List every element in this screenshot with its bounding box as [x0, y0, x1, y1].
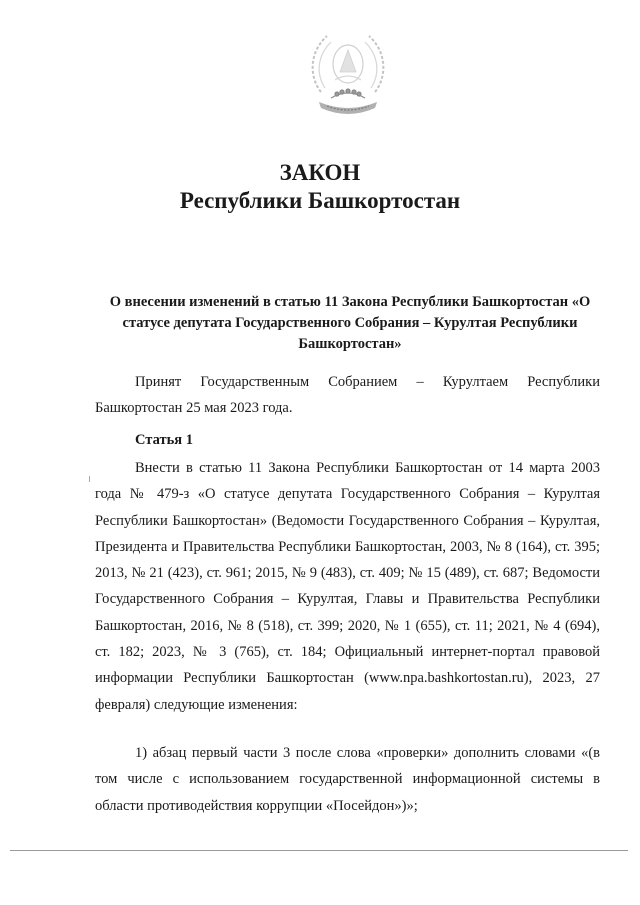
law-title: ЗАКОН: [279, 160, 361, 185]
law-region-title: Республики Башкортостан: [179, 188, 461, 213]
adoption-statement: Принят Государственным Собранием – Курултаем Республики Башкортостан 25 мая 2023 года.: [95, 374, 600, 417]
coat-of-arms-icon: [305, 22, 391, 122]
law-subject-heading: О внесении изменений в статью 11 Закона Республики Башкортостан «О статусе депутата Государственного Собрания – Курултая Республики Башкортостан»: [109, 294, 591, 352]
article-heading: Статья 1: [135, 432, 193, 448]
article-item-1: 1) абзац первый части 3 после слова «проверки» дополнить словами «(в том числе с использованием государственной информационной системы в области противодействия коррупции «Посейдон»)»;: [95, 745, 600, 814]
page-bottom-divider: [10, 850, 628, 851]
article-body-paragraph: Внести в статью 11 Закона Республики Башкортостан от 14 марта 2003 года № 479-з «О статусе депутата Государственного Собрания – Курултая Республики Башкортостан» (Ведомости Государственного Собрания – Курултая, Президента и Правительства Республики Башкортостан, 2003, № 8 (164), ст. 395; 2013, № 21 (423), ст. 961; 2015, № 9 (483), ст. 409; № 15 (489), ст. 687; Ведомости Государственного Собрания – Курултая, Главы и Правительства Республики Башкортостан, 2016, № 8 (518), ст. 399; 2020, № 1 (655), ст. 11; 2021, № 4 (694), ст. 182; 2023, № 3 (765), ст. 184; Официальный интернет-портал правовой информации Республики Башкортостан (www.npa.bashkortostan.ru), 2023, 27 февраля) следующие изменения:: [95, 460, 600, 713]
margin-mark: [89, 476, 90, 482]
